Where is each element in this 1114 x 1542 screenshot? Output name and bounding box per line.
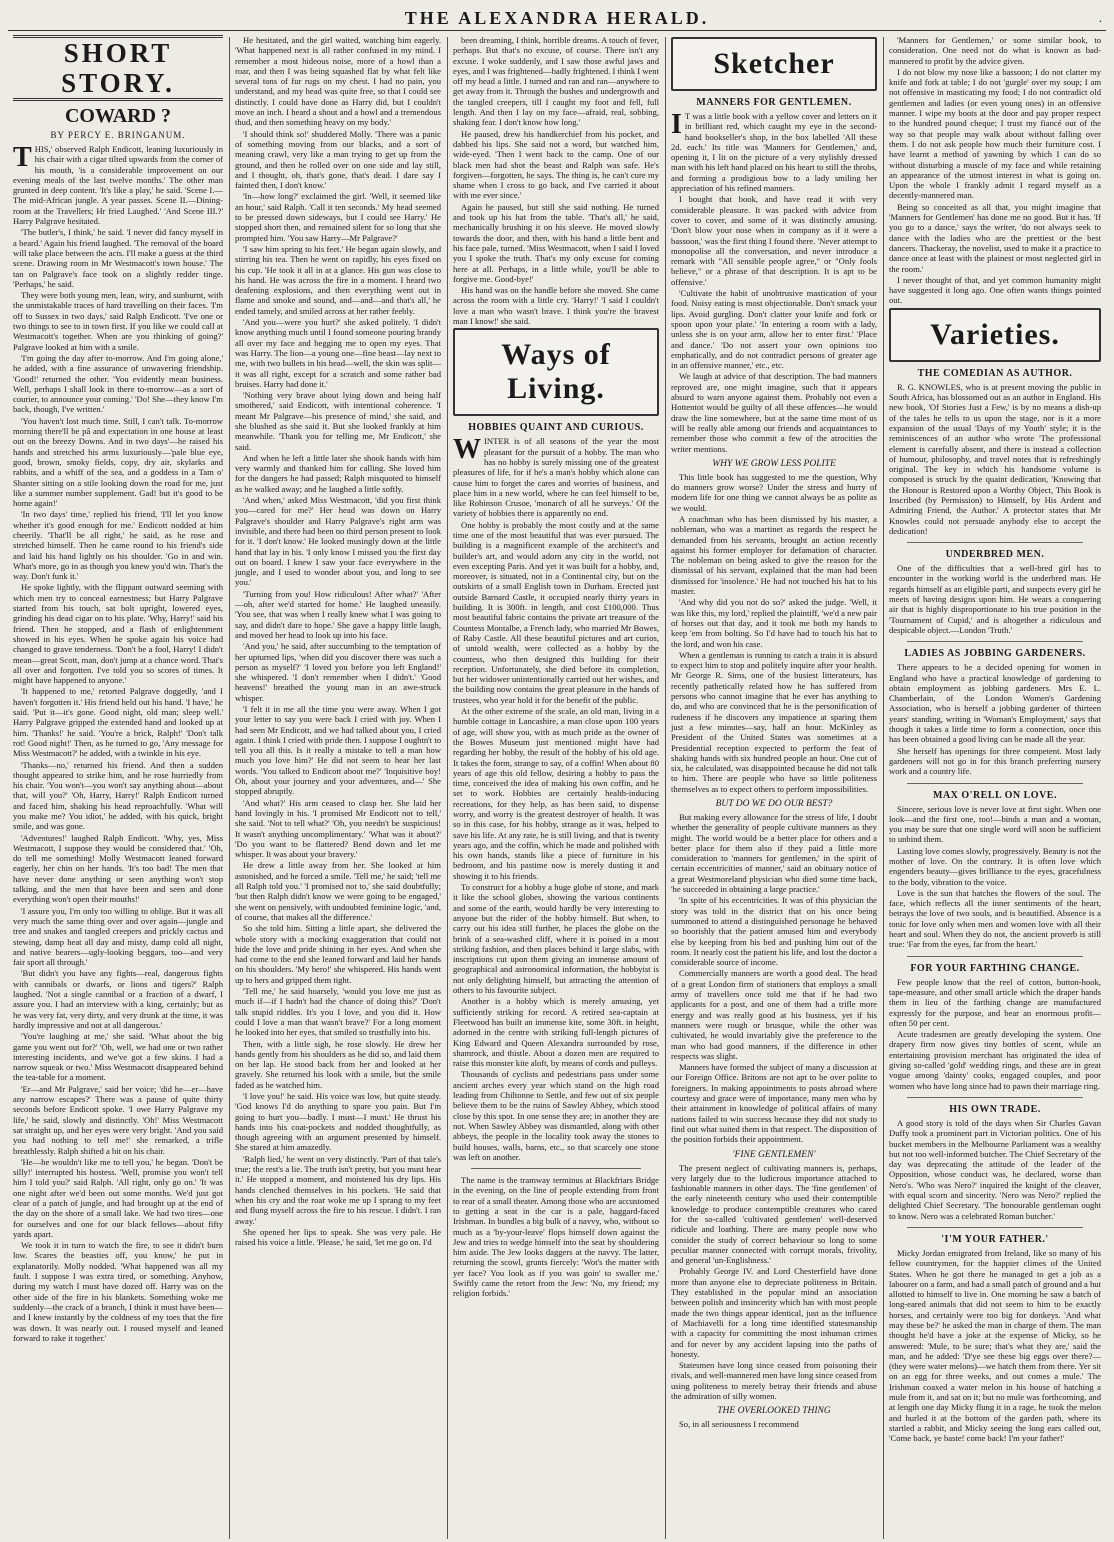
paragraph: We took it in turn to watch the fire, to see it didn't burn low. Scares the beasties off, you know,' he put in explanatorily. Molly nodded. 'What happened was all my fault. I suppose I was extra tired, or something. Anyhow, during my watch I must have dozed off. Harry was on the other side of the fire in his blankets. Something woke me suddenly—the crack of a branch, I think it must have been—and I knew instantly by the coldness of my toes that the fire was down. It was nearly out. I roused myself and leaned forward to rake it together.' xyxy=(13,1240,223,1343)
paragraph: 'It happened to me,' retorted Palgrave doggedly, 'and I haven't forgotten it.' His friend held out his hand. 'I have,' he said. 'Put it—it's gone. Good night, old man; sleep well.' Harry Palgrave gripped the extended hand and looked up at him. 'Thanks!' he said. 'You're a brick, Ralph!' 'Don't talk rot! Good night!' Then, as he turned to go, 'Any message for Miss Westmacott?' he added, with a twinkle in his eye. xyxy=(13,686,223,759)
story-byline: BY PERCY E. BRINGANUM. xyxy=(50,130,186,140)
overlooked-thing-subheading: THE OVERLOOKED THING xyxy=(717,1406,831,1417)
paragraph: So, in all seriousness I recommend xyxy=(679,1419,799,1430)
divider xyxy=(907,956,1083,957)
paragraph: 'Turning from you! How ridiculous! After what?' 'After—oh, after we'd started for home.' He laughed uneasily. 'You see, that was when I really knew what I was going to say, and didn't dare to hope.' She gave a happy little laugh, and moved her head to look up into his face. xyxy=(235,588,441,640)
short-story-heading: SHORT STORY. xyxy=(13,35,223,101)
paragraph: 'Manners for Gentlemen,' or some similar book, to consideration. One need not do what is known as bad-mannered to profit by the advice given. xyxy=(889,35,1101,66)
paragraph: There appears to be a decided opening for women in England who have a practical knowledge of gardening to obtain employment as jobbing gardeners. Mrs E. L. Chamberlain, of the London Women's Gardening Association, who is herself a jobbing gardener of thirteen years' standing, writing in 'Woman's Employment,' says that though it takes a little time to form a connection, once this has been obtained a good living can be made all the year. xyxy=(889,662,1101,745)
paragraph: I never thought of that, and yet common humanity might have suggested it long ago. One often wants things pointed out. xyxy=(889,274,1101,306)
paragraph: Thousands of cyclists and pedestrians pass under some ancient arches every year which stand on the high road leading from Chiltonne to Settle, and few out of six people believe them to be the ruins of Sawley Abbey, which stood close by this spot. In one sense they are; in another they are not. When Sawley Abbey was dismantled, along with other abbeys, the people in the locality took away the stones to build houses, walls, barns, etc., so that scarcely one stone was left on another. xyxy=(453,1069,659,1162)
paragraph: Micky Jordan emigrated from Ireland, like so many of his fellow countrymen, for the happier climes of the United States. When he got there he managed to get a job as a labourer on a farm, and had a small patch of ground and a hut allotted to himself to live in. One morning he saw a batch of long-eared animals that did not seem to him to be exactly horses, and certainly were too big for donkeys. 'And what may these be?' he asked the man in charge of them. The man thought he'd have a joke at the expense of Micky, so he answered: 'Mule, to be sure; that's what they are,' said the man, and he added: 'D'ye see these big eggs over there?—(they were water melons)—we hatch them from there. Yer sit on an egg for three weeks, and out comes a mule.' The Irishman coaxed a water melon in his house of hatching a mule from it, and sat on it; but no mule was forthcoming, and at length one day Micky flung it in a rage, he took the melon and hurled it at the bottom of the garden path, where its startled a rabbit, and Micky seeing the long ears called out, 'Come back, ye baste! come back! I'm your father!' xyxy=(889,1247,1101,1444)
father-body xyxy=(889,1248,1101,1444)
paragraph: We laugh at advice of that description. The bad manners reproved are, one might imagine, such that it appears absurd to warn anyone against them. Probably not even a Hottentot would be guilty of all these offences—he would draw the line somewhere, but at the same time most of us will be really able among our friends and acquaintances to remember those who commit a few of the atrocities the writer mentions. xyxy=(671,371,877,454)
divider xyxy=(471,1168,641,1169)
story-continued-body xyxy=(235,35,441,1247)
paragraph: Statesmen have long since ceased from poisoning their rivals, and well-mannered men have long since ceased from using politeness to merely betray their friends and abuse the admiration of silly women. xyxy=(671,1360,877,1402)
paragraph: They were both young men, lean, wiry, and sunburnt, with the unmistakable traces of hard travelling on their faces. 'I'm off to Sussex in two days,' said Ralph Endicott. 'I've one or two things to see to in town first. If you like we could call at Westmacott's together. When are you thinking of going?' Palgrave looked at him with a smile. xyxy=(13,290,223,352)
paragraph: At the other extreme of the scale, an old man, living in a humble cottage in Lancashire, a man close upon 100 years of age, will show you, with as much pride as the owner of the Bowes Museum just mentioned might have had regarding her hobby, the result of the hobby of his old age. It takes the form, strange to say, of a coffin! When about 80 years of age this old fellow, desiring a hobby to pass the time, conceived the idea of making his own coffin, and he set to work. Hobbies are certainly health-inducing recreations, for they help, as has been said, to dispense worry, and worry is the greatest destroyer of health. It was so in this case, for his hobby, strange as it was, helped to save his life. At any rate, he is still living, and that is twenty years ago, and the coffin, which he made and polished with his own hands, stands like a piece of furniture in his bedroom, and his pastime now is merely dusting it and showing it to his friends. xyxy=(453,706,659,881)
divider xyxy=(907,641,1083,642)
paragraph: 'I should think so!' shuddered Molly. 'There was a panic of something moving from our blacks, and a sort of meaning crawl, very like a man trying to get up from the ground, and then he rolled over on one side and lay still, and I thought, oh, that's gone, that's dead. I dare say I fainted then, I don't know.' xyxy=(235,128,441,191)
paragraph: 'Tell me,' he said hoarsely, 'would you love me just as much if—if I hadn't had the chance of doing this?' 'Don't talk stupid riddles. It's you I love, and you did it. How could I love a man that wasn't brave?' For a long moment he looked into her eyes, that smiled so trustfully into his. xyxy=(235,986,441,1038)
paragraph: T was a little book with a yellow cover and letters on it in brilliant red, which caught my eye in the second-hand bookseller's shop, in the box labelled 'All these 2d. each.' Its title was 'Manners for Gentlemen,' and, opening it, I lit on the picture of a very stylishly dressed man with his left hand placed on his heart to still the throbs, and forming a prodigious bow to a lady smiling her appreciation of his refined manners. xyxy=(671,111,877,194)
paragraph: He spoke lightly, with the flippant outward seeming with which men try to conceal earnestness; but Harry Palgrave started from his touch, sat bolt upright, lowered eyes, grinding his dead cigar on to his plate. 'Why, Harry!' said his friend. Then he stopped, and a flash of enlightenment showed in his eyes. When he spoke again his voice had changed to grave tenderness. 'Don't be a fool, Harry! I didn't mean—great Scott, man, don't jump at a chance word. That's all over and forgotten. I've told you so scores of times. It might have happened to anyone.' xyxy=(13,582,223,686)
paragraph: He paused, drew his handkerchief from his pocket, and dabbed his lips. She said not a word, but watched him, wide-eyed. 'Then I went back to the camp. One of our black men had shot the beast and Ralph was safe. He's forgiven—forgotten, he says. The thing is, he can't cure my shame when I cross to go back, and I've carried it about with me ever since.' xyxy=(453,128,659,201)
comedian-body xyxy=(889,382,1101,536)
paragraph: 'I'm going the day after to-morrow. And I'm going alone,' he added, with a fine assurance of unwavering friendship. 'Good!' returned the other. 'You evidently mean business. Well, perhaps I shall look in there to-morrow—as a sort of courier, to announce your coming.' 'Do! She—they know I'm back, though, I've written.' xyxy=(13,352,223,415)
paragraph: So she told him. Sitting a little apart, she delivered the whole story with a mocking exaggeration that could not hide the love and pride shining in her eyes. And when she had come to the end she leaned forward and laid her hands on his shoulders. 'My hero!' she whispered. His hands went up to hers and gripped them tight. xyxy=(235,923,441,985)
paragraph: I bought that book, and have read it with very considerable pleasure. It was packed with advice from cover to cover, and some of it was distinctly amusing. 'Don't blow your nose when in company as if it were a bassoon,' was the first thing I found there. 'Never attempt to monopolise all the conversation, and never introduce a remark with "All sensible people agree," or "Only fools believe," or a phrase of that description. It is apt to be offensive.' xyxy=(671,194,877,287)
story-title: COWARD ? xyxy=(64,105,172,127)
paragraph: 'And you—were you hurt?' she asked politely. 'I didn't know anything much until I found someone pouring brandy all over my face and begging me to open my eyes. That was Harry. The lion—a young one—fine beast—lay next to me, with two bullets in his head—well, the skin was split—it was all right, except for a scratch and some rather bad bruises. Harry had done it.' xyxy=(235,317,441,389)
why-less-polite-subheading: WHY WE GROW LESS POLITE xyxy=(712,458,836,469)
paragraph: Again he paused, but still she said nothing. He turned and took up his hat from the table. 'That's all,' he said, mechanically brushing it on his sleeve. He moved slowly towards the door, and then, with his hand a little bent and his face pale, turned. 'Miss Westmacott, when I said I loved you I spoke the truth. That's my only excuse for coming here at all. Perhaps, in a little while, you'll be able to forgive me. Good-bye!' xyxy=(453,201,659,284)
farthing-body xyxy=(889,977,1101,1091)
paragraph: 'Ralph lied,' he went on very distinctly. 'Part of that tale's true; the rest's a lie. The truth isn't pretty, but you must hear it.' He stopped a moment, and moistened his dry lips. His hands clenched themselves in his pockets. 'He said that when his cry and the roar woke me up I sprang to my feet and flung myself across the fire to his rescue. I didn't. I ran away.' xyxy=(235,1153,441,1226)
sketcher-heading: Sketcher xyxy=(671,37,877,91)
drop-cap: W xyxy=(453,434,481,466)
manners-body-2 xyxy=(671,472,877,794)
paragraph: One hobby is probably the most costly and at the same time one of the most beautiful that was ever pursued. The building is a magnificent example of the architect's and builder's art, and would adorn any city in the world, not even excepting Paris. And yet it was built for a hobby, and, moreover, is situated, not in a Continental city, but on the outskirts of a small English town in Durham. Erected just outside Barnard Castle, it occupied nearly thirty years in building. It is 300ft. in length, and cost £100,000. Thus most beautiful fabric contains the private art treasure of the Countess Montalbe, a French lady, who married Mr Bowes, of Raby Castle. All these beautiful pictures and art curios, of untold wealth, were collected as a hobby by the countess, who then designed this building for their reception. Unfortunately, she died before its completion, but her widower unintentionally carried out her wishes, and the building now contains the great pleasure in the hands of trustees, who year hold it for the benefit of the public. xyxy=(453,519,659,705)
manners-subheading: MANNERS FOR GENTLEMEN. xyxy=(696,97,852,108)
ways-of-living-heading: Ways of Living. xyxy=(453,328,659,416)
paragraph: HIS,' observed Ralph Endicott, leaning luxuriously in his chair with a cigar tilted upwards from the corner of his mouth, 'is a considerable improvement on our evening meals of the last twelve months.' The other man grunted in deep content. 'It's like a play,' he said. 'Scene I.—The mid-African jungle. A year passes. Scene II.—Dining-room at the Travellers; Hr fried Laughed.' 'And Scene III.?' Harry Palgrave hesitated. xyxy=(13,144,223,227)
paragraph: But making every allowance for the stress of life, I doubt whether the generality of people cultivate manners as they might. The world would be a better place for others and a better place for them also if they paid a little more consideration to 'manners for gentlemen,' in the spirit of certain eccentricities of manner,' said an obituary notice of a great Westmoreland physician who died some time back, 'he succeeded in obtaining a large practice.' xyxy=(671,812,877,895)
paragraph: 'Nothing very brave about lying down and being half smothered,' said Endicott, with intentional coherence. 'I meant Mr Palgrave—his presence of mind,' she said, and she blushed as she said it. But she looked frankly at him meanwhile. 'Thank you for telling me, Mr Endicott,' she said. xyxy=(235,390,441,452)
masthead xyxy=(8,6,1106,31)
paragraph: A coachman who has been dismissed by his master, a nobleman, who was a martinet as regards the respect he demanded from his servants, brought an action recently against his former employer for defamation of character. The nobleman on being asked to give the reason for the dismissal of his servant, explained that the man had been dismissed for 'insolence.' He had not touched his hat to his master. xyxy=(671,513,877,597)
tramway-anecdote xyxy=(453,1175,659,1299)
paragraph: 'Adventures!' laughed Ralph Endicott. 'Why, yes, Miss Westmacott, I suppose they would be considered that.' 'Oh, do tell me something! Molly Westmacott leaned forward eagerly, her chin on her hands. 'It's too bad! The men that have never done anything or seen anything won't stop talking, and the men that have been and seen and done everything won't open their mouths!' xyxy=(13,832,223,905)
manners-body-3 xyxy=(671,812,877,1145)
comedian-subheading: THE COMEDIAN AS AUTHOR. xyxy=(917,367,1073,379)
hobbies-subheading: HOBBIES QUAINT AND CURIOUS. xyxy=(468,422,644,434)
paragraph: I do not blow my nose like a bassoon; I do not clatter my knife and fork at table; I do not 'gurgle' over my soup; I am not offensive in masticating my food; I do not contradict old gentlemen and ladies (or even young ones) in an offensive manner. I wipe my boots at the door and pay proper respect to the hundred pound cheque; I trust my fiancé out of the way so that people may walk about without falling over them. I do not ask people how much their furniture cost. I have learnt a method of yawning by which I can do so without disturbing a muscle of my face and while retaining an appearance of the utmost interest in what is going on. Upon the whole I frankly admit I regard myself as a decently-mannered man. xyxy=(889,66,1101,201)
paragraph: 'But didn't you have any fights—real, dangerous fights with cannibals or dwarfs, or lions and tigers?' Ralph laughed. 'Not a single cannibal or a fraction of a dwarf, I assure you. I had an interview with a king, certainly; but as he was very fat, very dirty, and very drunk at the time, it was hardly impressive and not at all dangerous.' xyxy=(13,968,223,1030)
paragraph: And when he left a little later she shook hands with him very warmly and thanked him for calling. She loved him for the dangers he had passed; Ralph misquoted to himself as he walked away; and he laughed a little softly. xyxy=(235,452,441,494)
paragraph: 'And why did you not do so?' asked the judge. 'Well, it was like this, my lord,' replied the plaintiff, 'we'd a new pair of horses out that day, and it took me both my hands to keep 'em from bolting. So I'd have had to touch his hat to the lord, and won his case. xyxy=(671,597,877,649)
paragraph: Love is the sun that hatches the flowers of the soul. The face, which reflects all the inner sentiments of the heart, betrays the love of two souls, and is beautified. Absence is a tonic for love only when men and women love with all their heart and soul. When they do not, the ancient proverb is still true: 'Far from the eyes, far from the heart.' xyxy=(889,887,1101,950)
paragraph: been dreaming, I think, horrible dreams. A touch of fever, perhaps. But that's no excuse, of course. There isn't any excuse. I woke suddenly, and I saw those awful jaws and eyes, and I was frightened—badly frightened. I think I went off my head a little. I turned and ran and ran—anywhere to get away from it. Through the bushes and undergrowth and the tangled creepers, till I caught my foot and fell, full length. And then I lay on my face—afraid, real, sobbing, shaking fear. I don't know how long.' xyxy=(453,35,659,128)
paragraph: 'I saw him spring to his feet.' He began again slowly, and stirring his tea. Then he went on rapidly, his eyes fixed on his cup. 'He took it all in at a glance. His gun was close to his hand. He was across the fire in a moment. I heard two deafening explosions, and then everything went out in flame and smoke and sound, and—and—and that's all,' he ended tamely, and smiled across at her rather feebly. xyxy=(235,243,441,316)
paragraph: 'I love you!' he said. His voice was low, but quite steady. 'God knows I'd do anything to spare you pain. But I'm going to hurt you—badly. I must—I must.' He thrust his hands into his coat-pockets and nodded thoughtfully, as though agreeing with an argument presented by himself. She stared at him amazedly. xyxy=(235,1090,441,1153)
fine-gentlemen-subheading: 'FINE GENTLEMEN' xyxy=(732,1149,816,1160)
drop-cap: T xyxy=(13,142,32,173)
paragraph: 'In—how long?' exclaimed the girl. 'Well, it seemed like an hour,' said Ralph. 'Call it ten seconds.' My head seemed to be pressed down sideways, but I could see Harry.' He stopped short then, and remained silent for so long that she prompted him. 'You saw Harry—Mr Palgrave?' xyxy=(235,191,441,243)
paragraph: Lasting love comes slowly, progressively. Beauty is not the mother of love. On the contrary. It is often love which engenders beauty—gives brilliance to the eyes, gracefulness to the body, vibration to the voice. xyxy=(889,845,1101,887)
paragraph: Acute tradesmen are greatly developing the system. One drapery firm now gives tiny bottles of scent, while an entertaining provision merchant has originated the idea of giving so-called 'gold' wedding rings, and these are in great vogue among 'dainty' cooks, engaged couples, and poor women who have long since had to pawn their marriage ring. xyxy=(889,1029,1101,1091)
paragraph: 'He—he wouldn't like me to tell you,' he began. 'Don't be silly!' interrupted his hostess. 'Well, promise you won't tell him I told you?' said Ralph. 'All right, only go on.' 'It was one night after we'd been out some months. We'd just got clear of a patch of jungle, and had brought up at the end of the day on the shore of a small lake. We had two tires—one for ourselves and one for our black fellows—about fifty yards apart. xyxy=(13,1156,223,1239)
divider xyxy=(907,783,1083,784)
paragraph: She herself has openings for three competent. Most lady gardeners will not go in for this branch preferring nursery work and a country life. xyxy=(889,745,1101,777)
paragraph: Being so conceited as all that, you might imagine that 'Manners for Gentlemen' has done me no good. But it has. 'If you go to a dance,' says the writer, 'do not always seek to dance with the ladies who are the prettiest or the best dancers. Thackeray, the novelist, used to make it a practice to dance once at least with the plainest or most neglected girl in the room.' xyxy=(889,201,1101,274)
paragraph: Manners have formed the subject of many a discussion at our Foreign Office. Britons are not apt to be over polite to foreigners. In making appointments to posts abroad where courtesy and grace were of importance, many men who by their attainment in knowledge of political affairs of many nations failed to win success because they did not study to find out what suited them in that respect. The disposition of the position forbids their appointment. xyxy=(671,1062,877,1145)
paragraph: 'You're laughing at me,' she said. 'What about the big game you went out for?' 'Oh, well, we had one or two rather interesting incidents, and we've got a few skins. I had a narrow squeak or two.' Miss Westmacott disappeared behind the tea-table for a moment. xyxy=(13,1031,223,1083)
ladies-gardeners-subheading: LADIES AS JOBBING GARDENERS. xyxy=(904,648,1086,660)
masthead-title: THE ALEXANDRA HERALD. xyxy=(404,8,710,28)
column-sketcher xyxy=(666,35,882,1535)
page-number: . xyxy=(1098,10,1102,25)
paragraph: 'Er—and Mr Palgrave,' said her voice; 'did he—er—have any narrow escapes?' There was a pause of quite thirty seconds before Endicott spoke. 'I owe Harry Palgrave my life,' he said, slowly and distinctly. 'Oh!' Miss Westmacott sat straight up, and her eyes were very bright. 'And you said you had nothing to tell me!' she remarked, a trifle breathlessly. Ralph shifted a bit on his chair. xyxy=(13,1083,223,1156)
paragraph: Then, with a little sigh, he rose slowly. He drew her hands gently from his shoulders as he did so, and laid them on her lap. He stood back from her and looked at her gravely. She returned his look with a smile, but the smile faded as he watched him. xyxy=(235,1038,441,1090)
paragraph: One of the difficulties that a well-bred girl has to encounter in the working world is the underbred man. He regards himself as an eligible parti, and suspects every girl he meets of having designs upon him. He wears a conquering air that is highly disproportionate to his true position in the 'Tournament of Cupid,' and is altogether a ridiculous and despicable object.—London 'Truth.' xyxy=(889,563,1101,635)
max-orell-subheading: MAX O'RELL ON LOVE. xyxy=(933,789,1057,801)
paragraph: When a gentleman is running to catch a train it is absurd to expect him to stop and politely inquire after your health. Mr George R. Sims, one of the busiest litterateurs, has recently pathetically related how he has suffered from persons who cannot imagine that he ever has anything to do, and who are convinced that he is the personification of rudeness if he discovers any impatience at sparing them just a few minutes—say, half an hour. McKinley as President of the United States was sometimes at a Presidential reception expected to perform the feat of shaking hands with six hundred people an hour. One cut of six, he calculated, was disappointed because he did not talk to him. There are people who have so little politeness themselves as to expect others to perform impossibilities. xyxy=(671,649,877,794)
divider xyxy=(907,1227,1083,1228)
own-trade-body xyxy=(889,1118,1101,1221)
manners-body-5 xyxy=(671,1419,877,1429)
columns xyxy=(8,31,1106,1539)
paragraph: R. G. KNOWLES, who is at present moving the public in South Africa, has blossomed out as an author in England. His new book, 'Of Stories Just a Few,' is by no means a dish-up of the tales he tells to us upon the stage, nor is it a more expansion of the usual 'Days of my Youth' style; it is the reminiscences of an author who wrote 'The professional element is carefully absent, and there is instead a collection of humour, philosophy, and travel notes that is refreshingly original. The key in which his handsome volume is composed is struck by the quaint dedication, 'Knowing that the Honour is Restored upon a Worthy Object, This Book is Inscribed (by Permission) to Himself, by His Ardent and Admiring Friend, the Author.' A protector states that Mr Knowles could not persuade anybody else to accept the dedication! xyxy=(889,381,1101,536)
paragraph: The present neglect of cultivating manners is, perhaps, very largely due to the ludicrous importance attached to fashionable manners in other days. The 'fine gentlemen' of the early nineteenth century who used their contemptible knowledge to produce contemptible creatures who cared for the so-called 'cultivated gentlemen' well-deserved ridicule and loathing. There are many people now who consider the study of correct behaviour so long to some peculiar manner connected with corrupt morals, frivolity, and general 'un-Englishness.' xyxy=(671,1162,877,1266)
drop-cap: I xyxy=(671,109,682,140)
paragraph: INTER is of all seasons of the year the most pleasant for the pursuit of a hobby. The man who has no hobby is surely missing one of the greatest pleasures of life, for if he's a man's hobby which alone can cause him to forget the cares and worries of business, and place him in a new world, where he can feel himself to be, like Robinson Crusoe, 'monarch of all he surveys.' Of the variety of hobbies there is apparently no end. xyxy=(453,436,659,519)
ladies-gardeners-body xyxy=(889,662,1101,776)
manners-body-4 xyxy=(671,1163,877,1402)
paragraph: 'You haven't lost much time. Still, I can't talk. To-morrow morning there'll be pâ and expectation in one house at least out on the breezy Downs. And in two days'—he raised his hands and stretched his arms luxuriously—'pale blue eye, good, brown, smoky fields, copy, dry air, skylarks and rabbits, and a whiff of the sea, and a goddess in a Tam o' Shanter sitting on a stile looking down the road for me, just like a summer number supplement. Gad! but it's good to be home again!' xyxy=(13,415,223,509)
manners-body-1 xyxy=(671,111,877,454)
own-trade-subheading: HIS OWN TRADE. xyxy=(949,1103,1041,1115)
divider xyxy=(907,1097,1083,1098)
hobbies-body xyxy=(453,436,659,1162)
paragraph: His hand was on the handle before she moved. She came across the room with a little cry. 'Harry!' 'I said I couldn't love a man who wasn't brave. I think you're the bravest man I know!' she said. xyxy=(453,285,659,327)
story-body xyxy=(13,144,223,1343)
column-short-story xyxy=(8,35,228,1535)
paragraph: 'And when,' asked Miss Westmacott, 'did you first think you—cared for me?' Her head was down on Harry Palgrave's shoulder and Harry Palgrave's right arm was invisible, and there had been no third person present to look for it. 'I don't know.' He looked musingly down at the little hand that lay in his. 'I only know I missed you the first day out on board. I knew I saw your face everywhere in the jungle, and I used to wonder about you, and long to see you.' xyxy=(235,495,441,588)
paragraph: This little book has suggested to me the question, Why do manners grow worse? Under the stress and hurry of modern life for one thing we cannot always be as polite as we would. xyxy=(671,471,877,513)
paragraph: Another is a hobby which is merely amusing, yet sufficiently striking for record. A retired sea-captain at Fleetwood has built an immense kite, some 30ft. in height, adorned in the centre with striking full-length pictures of King Edward and Queen Alexandra surrounded by rose, shamrock, and thistle. About a dozen men are required to raise this monster kite aloft, by means of cords and pulleys. xyxy=(453,996,659,1069)
paragraph: 'I assure you, I'm only too willing to oblige. But it was all very much the same thing over and over again—jungle and tree and snakes and tangled creepers and prickly cactus and stewing, damp heat all day and misty, damp cold all night, and native bearers—ugly-looking beggars, too—and very fair sport all through.' xyxy=(13,905,223,968)
paragraph: Few people know that the reel of cotton, button-hook, tape-measure, and other small article which the draper hands them in lieu of the farthing change are manufactured expressly for the purpose, and bear an enormous profit—often 50 per cent. xyxy=(889,976,1101,1028)
max-orell-body xyxy=(889,804,1101,950)
column-story-continued xyxy=(230,35,446,1535)
paragraph: Commercially manners are worth a good deal. The head of a great London firm of stationers that employs a small army of travellers once told me that if he had two applicants for a post, and one of them had a trifle more energy and was really good at his business, yet if his manners were rough or brusque, while the other was cultivated, he would invariably give the preference to the man who had good manners, if the difference in other respects was slight. xyxy=(671,968,877,1061)
paragraph: She opened her lips to speak. She was very pale. He raised his voice a little. 'Please,' he said, 'let me go on. I'd xyxy=(235,1226,441,1248)
paragraph: He drew a little away from her. She looked at him astonished, and he forced a smile. 'Tell me,' he said; 'tell me all Ralph told you.' 'I promised not to,' she said doubtfully; 'but then Ralph didn't know we were going to be engaged,' she went on pensively, with undoubted feminine logic, 'and, of course, that makes all the difference.' xyxy=(235,860,442,922)
paragraph: A good story is told of the days when Sir Charles Gavan Duffy took a prominent part in Victorian politics. One of his bucket members in the Melbourne Parliament was a wealthy but not too well-informed butcher. The Chief Secretary of the day was deprecating the attitude of the leader of the Opposition, whose conduct was, he declared, worse than Nero's. 'Who was Nero?' inquired the knight of the cleaver, with equal scorn and sincerity. 'Nero was Nero?' replied the delighted Chief Secretary. 'The honourable gentleman ought to know. Nero was a celebrated Roman butcher.' xyxy=(889,1117,1101,1221)
paragraph: 'In two days' time,' replied his friend, 'I'll let you know whether it's good enough for me.' Endicott nodded at him cheerily. 'That'll be all right,' he said, as he rose and stretched himself. Then he came round to his friend's side and laid his hand lightly on his shoulder. 'Go in and win. What's more, go in as though you knew you'd win. That's the way. Don't funk it.' xyxy=(13,509,223,582)
paragraph: 'I felt it in me all the time you were away. When I got your letter to say you were back I cried with joy. When I had seen Mr Endicott, and we had talked about you, I cried again. I think I cried with pride then. I suppose I oughtn't to tell you all this. Is it really a mistake to tell a man how much you love him?' He did not seem to hear her last words. 'You talked to Endicott about me?' 'Inquisitive boy! Oh, about your journey and your adventures, and—' She stopped abruptly. xyxy=(235,704,441,797)
paragraph: To construct for a hobby a huge globe of stone, and mark it like the school globes, showing the various continents and some of the earth, would hardly be very interesting to anyone but the rider of the hobby himself. But when, to carry out his idea still further, he places the globe on the brink of a sea-washed cliff, where it is poised in a most striking fashion, and then places behind it large slabs, with inscriptions cut upon them giving an immense amount of geographical and astronomical information, the hobbyist is not only delighting himself, but attracting the attention of others to his favourite subject. xyxy=(453,882,659,996)
do-we-do-best-subheading: BUT DO WE DO OUR BEST? xyxy=(715,799,833,809)
paragraph: 'Thanks—no,' returned his friend. And then a sudden thought appeared to strike him, and he rose hurriedly from his chair. 'You won't—you won't say anything about—about that, will you?' 'Oh, Harry, Harry!' Ralph Endicott turned and faced him, shaking his head reproachfully. 'What will you make me? You idiot,' he added, with his quick, bright smile, and was gone. xyxy=(13,759,223,832)
column-varieties xyxy=(884,35,1106,1535)
paragraph: 'And you,' he said, after succumbing to the temptation of her upturned lips, 'when did you discover there was such a person as myself?' 'I loved you before you left England!' she whispered. 'I don't remember when I didn't.' 'Good heavens!' breathed the young man in an awe-struck whisper. xyxy=(235,641,441,703)
father-subheading: 'I'M YOUR FATHER.' xyxy=(941,1233,1049,1245)
paragraph: 'In spite of his eccentricities. It was of this physician the story was told in the district that on his once being summoned to attend a distinguished personage he behaved so boorishly that the patient amused him and everybody else by keeping from his bed and pushing him out of the room. It nearly cost the patient his life, and lost the doctor a considerable source of income. xyxy=(671,895,877,968)
paragraph: He hesitated, and the girl waited, watching him eagerly. 'What happened next is all rather confused in my mind. I remember a most hideous noise, more of a howl than a roar, and then I was being squashed flat by what felt like several tons of fur rugs on my chest. I had no pain, you understand, and my head was quite free, so that I could see distinctly. I could have done as Harry did, but I couldn't move an inch. I heard a shout and a howl and a tremendous thud, and then something heavy on my body.' xyxy=(235,35,441,128)
underbred-subheading: UNDERBRED MEN. xyxy=(945,549,1045,561)
paragraph: Sincere, serious love is never love at first sight. When one look—and the first one, too!—binds a man and a woman, you may be sure that one single word will soon be sufficient to unbind them. xyxy=(889,803,1101,845)
paragraph: 'And what?' His arm ceased to clasp her. She laid her hand lovingly in his. 'I promised Mr Endicott not to tell,' she said. 'Not to tell what?' 'Oh, you needn't be suspicious! It wasn't anything uncomplimentary.' 'What was it about?' 'Do you want to be flattered? Bend down and let me whisper. It was about your bravery.' xyxy=(235,797,441,860)
farthing-subheading: FOR YOUR FARTHING CHANGE. xyxy=(910,962,1080,974)
story-ending-body xyxy=(453,35,659,326)
column-ways-of-living xyxy=(448,35,664,1535)
manners-conclusion xyxy=(889,35,1101,306)
paragraph: 'Cultivate the habit of unobtrusive mastication of your food. Noisy eating is most objectionable. Don't smack your lips. Avoid gurgling. Don't clatter your knife and fork or spoon upon your plate.' 'In entering a room with a lady, unless she is on your arm, allow her to enter first.' 'Place and dance.' 'Do not assert your own opinions too emphatically, and do not contradict persons of greater age in an offensive manner,' etc., etc. xyxy=(671,288,877,371)
underbred-body xyxy=(889,563,1101,635)
varieties-heading: Varieties. xyxy=(889,308,1101,362)
paragraph: The name is the tramway terminus at Blackfriars Bridge in the evening, on the line of people extending from front to rear of a small theater. Among those who are accustomed to getting a seat in the car is a pale, haggard-faced Irishman. In bundles a big bulk of a navvy, who, without so much as a 'by-your-leave' flops himself down against the Jew and tries to wedge himself into the seat by shouldering him aside. The Jew looks daggers at the navvy. The latter, returning the scowl, grunts fiercely: 'Wot's the matter with yer face? You look as if you was goin' to swaller me.' Swiftly came the retort from the Jew: 'No, my friend; my religion forbids.' xyxy=(453,1175,659,1299)
paragraph: 'The butler's, I think,' he said. 'I never did fancy myself in a beard.' Again his friend laughed. 'The removal of the board will take place between the acts. I'll make a guess at the third scene. Drawing room in Mr Westmacott's town house.' The tan on Palgrave's face took on a slightly redder tinge. 'Perhaps,' he said. xyxy=(13,227,223,289)
paragraph: Probably George IV. and Lord Chesterfield have done more than anyone else to depreciate politeness in Britain. They established in the popular mind an association between polish and insincerity which has with most people made the two things appear identical, just as the influence of Machiavelli for a long time identified statesmanship with a capacity for committing the most inhuman crimes and for never by any accident lapsing into the paths of honesty. xyxy=(671,1266,877,1359)
divider xyxy=(907,542,1083,543)
